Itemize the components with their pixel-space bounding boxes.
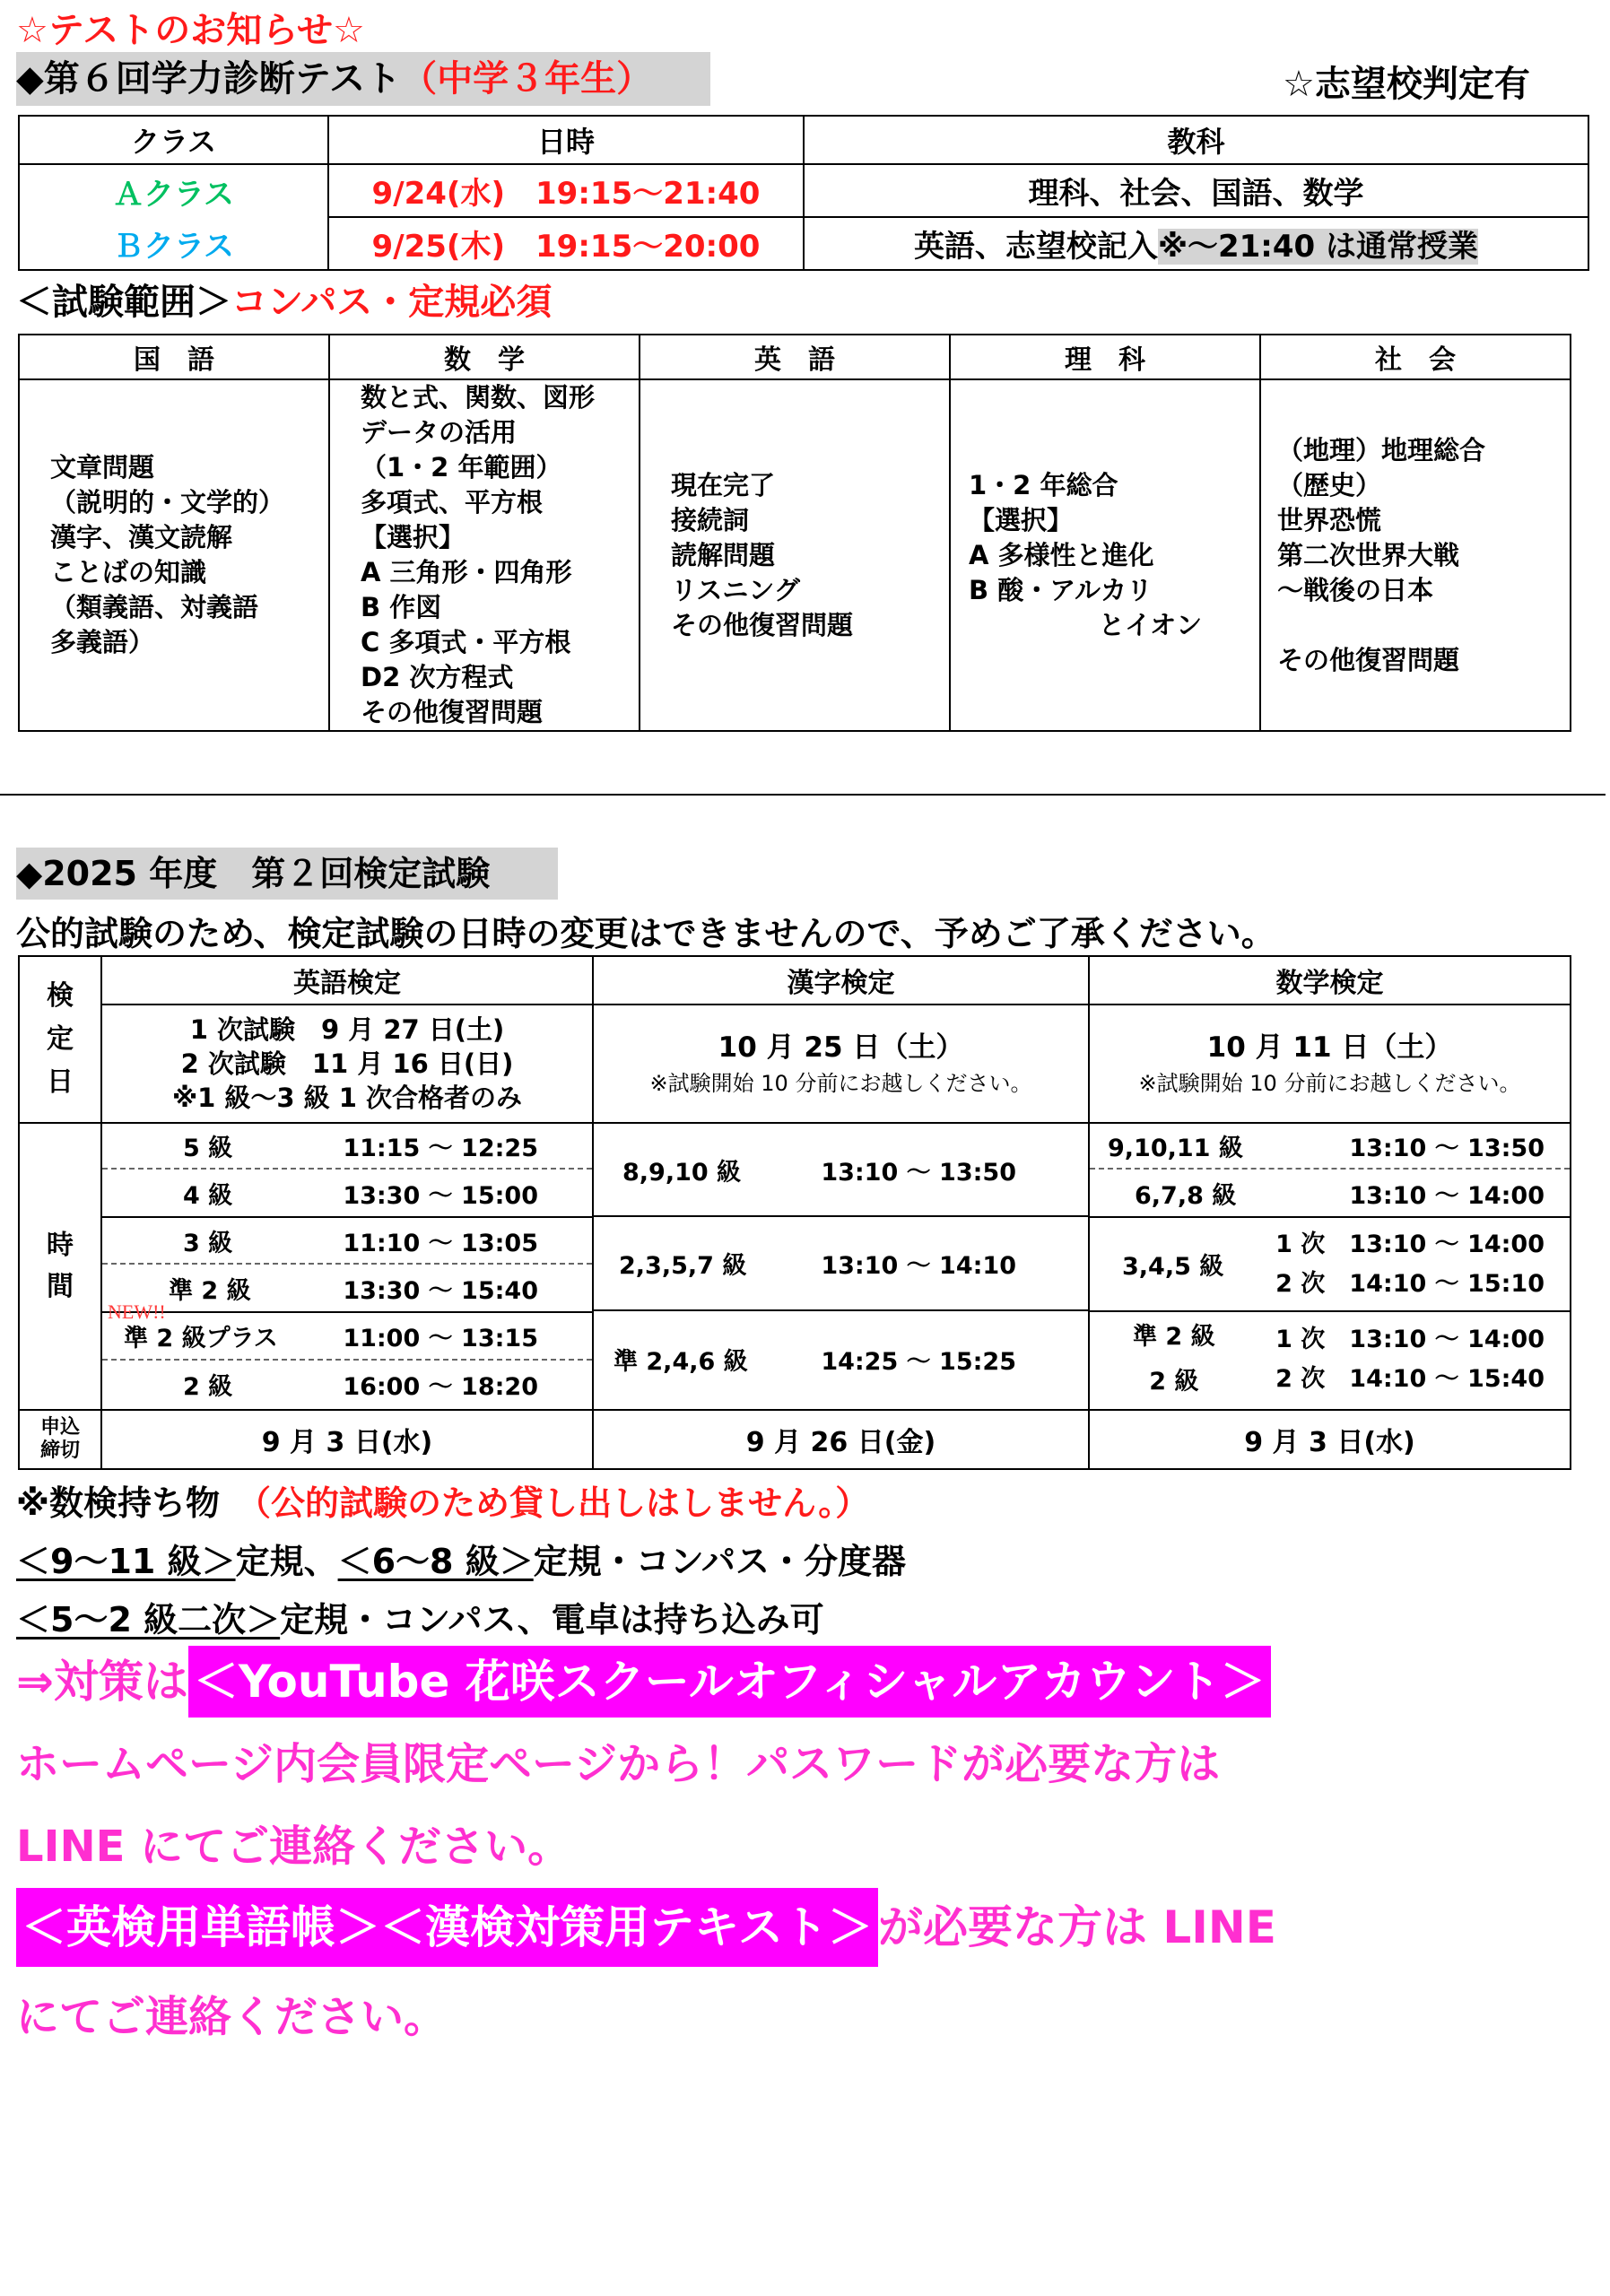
materials-highlight: ＜英検用単語帳＞＜漢検対策用テキスト＞ — [16, 1888, 878, 1967]
promo-line-3: LINE にてご連絡ください。 — [16, 1822, 571, 1872]
deadline-suken: 9 月 3 日(水) — [1089, 1410, 1571, 1469]
time-label: 11:00 ～ 13:15 — [343, 1325, 538, 1352]
side-deadline-text: 申込締切 — [39, 1416, 80, 1462]
exam-range-table — [18, 334, 1571, 732]
grade-range-6-8: ＜6～8 級＞ — [337, 1542, 534, 1581]
range-item: （歴史） — [1277, 469, 1382, 500]
grade-label: 3,4,5 級 — [1122, 1253, 1224, 1281]
items-line-1 — [16, 1534, 906, 1583]
time-label: 16:00 ～ 18:20 — [343, 1372, 538, 1401]
range-item: ～戦後の日本 — [1277, 574, 1434, 605]
suken-times — [1089, 1123, 1571, 1410]
time-label: 2 次 14:10 ～ 15:10 — [1275, 1269, 1545, 1298]
range-header-japanese: 国 語 — [19, 335, 329, 379]
certification-table — [18, 955, 1571, 1470]
header-eiken: 英語検定 — [101, 956, 593, 1004]
eiken-date-note: ※1 級～3 級 1 次合格者のみ — [171, 1083, 523, 1113]
promo-line-5: にてご連絡ください。 — [16, 1992, 448, 2042]
range-header-math: 数 学 — [329, 335, 640, 379]
eiken-times — [101, 1123, 593, 1410]
grade-label: 6,7,8 級 — [1135, 1181, 1237, 1210]
range-item: （類義語、対義語 — [50, 592, 259, 622]
suken-row — [1090, 1218, 1570, 1312]
range-item: ことばの知識 — [50, 557, 207, 587]
range-item: 多項式、平方根 — [361, 487, 544, 517]
notice-title: ☆テストのお知らせ☆ — [16, 10, 365, 51]
range-item: その他復習問題 — [1277, 644, 1460, 675]
grade-label: 準 2 級 — [169, 1276, 251, 1305]
range-item: D2 次方程式 — [361, 662, 514, 692]
range-header-science: 理 科 — [950, 335, 1260, 379]
range-item: （地理）地理総合 — [1277, 434, 1486, 465]
range-item: 1・2 年総合 — [969, 469, 1118, 500]
range-item: 【選択】 — [361, 522, 466, 552]
range-item: （1・2 年範囲） — [361, 452, 562, 483]
section-divider — [0, 794, 1606, 796]
grade-label: 準 2 級プラス — [124, 1325, 278, 1352]
range-header-english: 英 語 — [640, 335, 950, 379]
time-label: 11:15 ～ 12:25 — [343, 1135, 538, 1162]
time-label: 13:30 ～ 15:00 — [343, 1181, 538, 1210]
grade-label: 準 2 級 — [1133, 1323, 1215, 1351]
kanken-row — [594, 1217, 1088, 1311]
range-item: 世界恐慌 — [1277, 504, 1382, 535]
kanken-date: 10 月 25 日（土） — [718, 1031, 964, 1064]
time-label: 1 次 13:10 ～ 14:00 — [1275, 1230, 1545, 1258]
items-5-2: 定規・コンパス、電卓は持ち込み可 — [280, 1600, 824, 1639]
time-label: 13:10 ～ 14:10 — [821, 1252, 1016, 1280]
materials-line-contact: が必要な方は LINE — [878, 1901, 1276, 1953]
range-item: 漢字、漢文読解 — [50, 522, 233, 552]
promo-line-4 — [16, 1888, 1276, 1967]
items-heading — [16, 1475, 869, 1525]
kanken-row — [594, 1124, 1088, 1217]
time-label: 11:10 ～ 13:05 — [343, 1229, 538, 1257]
grade-pair — [1133, 1315, 1215, 1405]
range-science — [950, 379, 1260, 731]
suken-row — [1090, 1312, 1570, 1407]
grade-label: 9,10,11 級 — [1108, 1135, 1243, 1162]
grade-label: 2,3,5,7 級 — [619, 1252, 747, 1280]
range-item: 【選択】 — [969, 504, 1074, 535]
items-6-8: 定規・コンパス・分度器 — [533, 1542, 907, 1581]
grade-label: 5 級 — [183, 1135, 233, 1162]
side-date-text: 検定日 — [47, 980, 74, 1098]
range-item: リスニング — [671, 574, 800, 605]
judgement-note: ☆志望校判定有 — [1283, 64, 1530, 105]
time-label: 1 次 13:10 ～ 14:00 — [1275, 1326, 1545, 1353]
range-item: 数と式、関数、図形 — [361, 382, 596, 413]
class-a: Ａクラス — [19, 164, 328, 217]
range-item: B 酸・アルカリ — [969, 574, 1153, 605]
range-item: C 多項式・平方根 — [361, 627, 571, 657]
header-suken: 数学検定 — [1089, 956, 1571, 1004]
side-deadline — [19, 1410, 101, 1469]
deadline-eiken: 9 月 3 日(水) — [101, 1410, 593, 1469]
range-english — [640, 379, 950, 731]
items-line-2 — [16, 1592, 824, 1641]
time-label: 13:10 ～ 14:00 — [1349, 1181, 1545, 1210]
grade-range-9-11: ＜9～11 級＞ — [16, 1542, 236, 1581]
suken-date: 10 月 11 日（土） — [1206, 1031, 1453, 1064]
items-9-11: 定規、 — [235, 1542, 338, 1581]
eiken-row — [102, 1300, 592, 1361]
range-heading — [16, 274, 552, 325]
deadline-kanken: 9 月 26 日(金) — [593, 1410, 1089, 1469]
promo-line-1 — [16, 1646, 1271, 1718]
section1-heading — [16, 52, 710, 106]
range-header-social: 社 会 — [1260, 335, 1571, 379]
range-item: 接続詞 — [671, 504, 750, 535]
kanken-row — [594, 1311, 1088, 1406]
eiken-row — [102, 1124, 592, 1170]
time-pair — [1275, 1320, 1545, 1399]
time-label: 14:25 ～ 15:25 — [821, 1347, 1016, 1376]
time-label: 13:30 ～ 15:40 — [343, 1276, 538, 1305]
range-item — [1277, 608, 1570, 643]
time-label: 2 次 14:10 ～ 15:40 — [1275, 1365, 1545, 1393]
date-a: 9/24(水) 19:15～21:40 — [328, 164, 804, 217]
subjects-b — [804, 217, 1588, 270]
grade-label: 2 級 — [1149, 1368, 1199, 1396]
range-social — [1260, 379, 1571, 731]
section1-title: ◆第６回学力診断テスト — [16, 58, 402, 100]
eiken-row — [102, 1361, 592, 1407]
suken-row — [1090, 1170, 1570, 1218]
subjects-a: 理科、社会、国語、数学 — [804, 164, 1588, 217]
eiken-row — [102, 1218, 592, 1265]
range-item: 文章問題 — [50, 452, 155, 483]
range-title: ＜試験範囲＞ — [16, 282, 231, 323]
range-item: とイオン — [969, 609, 1203, 640]
grade-range-5-2: ＜5～2 級二次＞ — [16, 1600, 281, 1639]
youtube-account-link[interactable]: ＜YouTube 花咲スクールオフィシャルアカウント＞ — [188, 1646, 1271, 1718]
grade-label: 2 級 — [183, 1372, 233, 1401]
eiken-date-2: 2 次試験 11 月 16 日(日) — [180, 1048, 514, 1079]
kanken-times — [593, 1123, 1089, 1410]
eiken-row — [102, 1265, 592, 1313]
range-math — [329, 379, 640, 731]
side-date — [19, 956, 101, 1123]
range-required: コンパス・定規必須 — [231, 282, 553, 323]
range-item: データの活用 — [361, 417, 518, 448]
eiken-row — [102, 1170, 592, 1218]
section2-title: ◆2025 年度 第２回検定試験 — [16, 848, 558, 900]
range-item: 読解問題 — [671, 539, 776, 570]
range-item: B 作図 — [361, 592, 442, 622]
range-item: A 多様性と進化 — [969, 539, 1154, 570]
suken-row — [1090, 1124, 1570, 1170]
time-pair — [1275, 1225, 1545, 1304]
range-item: その他復習問題 — [671, 609, 854, 640]
range-item: （説明的・文学的） — [50, 487, 285, 517]
grade-label: 8,9,10 級 — [622, 1158, 742, 1187]
promo-line-2: ホームページ内会員限定ページから！パスワードが必要な方は — [16, 1739, 1221, 1789]
new-badge: NEW!! — [108, 1300, 166, 1323]
eiken-date-1: 1 次試験 9 月 27 日(土) — [189, 1014, 505, 1045]
subjects-b-note: ※～21:40 は通常授業 — [1157, 229, 1479, 265]
class-b: Ｂクラス — [19, 217, 328, 270]
section2-notice: 公的試験のため、検定試験の日時の変更はできませんので、予めご了承ください。 — [16, 914, 1275, 953]
promo-lead: ⇒対策は — [16, 1656, 188, 1708]
grade-label: 4 級 — [183, 1181, 233, 1210]
time-label: 13:10 ～ 13:50 — [1349, 1135, 1545, 1162]
items-warning: （公的試験のため貸し出しはしません。） — [253, 1483, 870, 1523]
suken-arrive-note: ※試験開始 10 分前にお越しください。 — [1138, 1071, 1521, 1096]
items-title: ※数検持ち物 — [16, 1483, 220, 1523]
header-datetime: 日時 — [328, 116, 804, 164]
range-item: 現在完了 — [671, 469, 776, 500]
header-class: クラス — [19, 116, 328, 164]
side-time-text: 時間 — [47, 1230, 74, 1302]
side-time — [19, 1123, 101, 1410]
test-schedule-table — [18, 115, 1589, 271]
grade-label: 準 2,4,6 級 — [614, 1347, 748, 1376]
date-b: 9/25(木) 19:15～20:00 — [328, 217, 804, 270]
header-subjects: 教科 — [804, 116, 1588, 164]
suken-date-cell — [1089, 1004, 1571, 1123]
eiken-dates — [101, 1004, 593, 1123]
range-item: 多義語） — [50, 627, 155, 657]
range-item: A 三角形・四角形 — [361, 557, 572, 587]
range-item: その他復習問題 — [361, 697, 544, 727]
range-item: 第二次世界大戦 — [1277, 539, 1460, 570]
range-japanese — [19, 379, 329, 731]
kanken-date-cell — [593, 1004, 1089, 1123]
time-label: 13:10 ～ 13:50 — [821, 1158, 1016, 1187]
header-kanken: 漢字検定 — [593, 956, 1089, 1004]
kanken-arrive-note: ※試験開始 10 分前にお越しください。 — [649, 1071, 1032, 1096]
subjects-b-text: 英語、志望校記入 — [913, 229, 1158, 265]
grade-label: 3 級 — [183, 1229, 233, 1257]
section1-grade: （中学３年生） — [401, 58, 653, 100]
